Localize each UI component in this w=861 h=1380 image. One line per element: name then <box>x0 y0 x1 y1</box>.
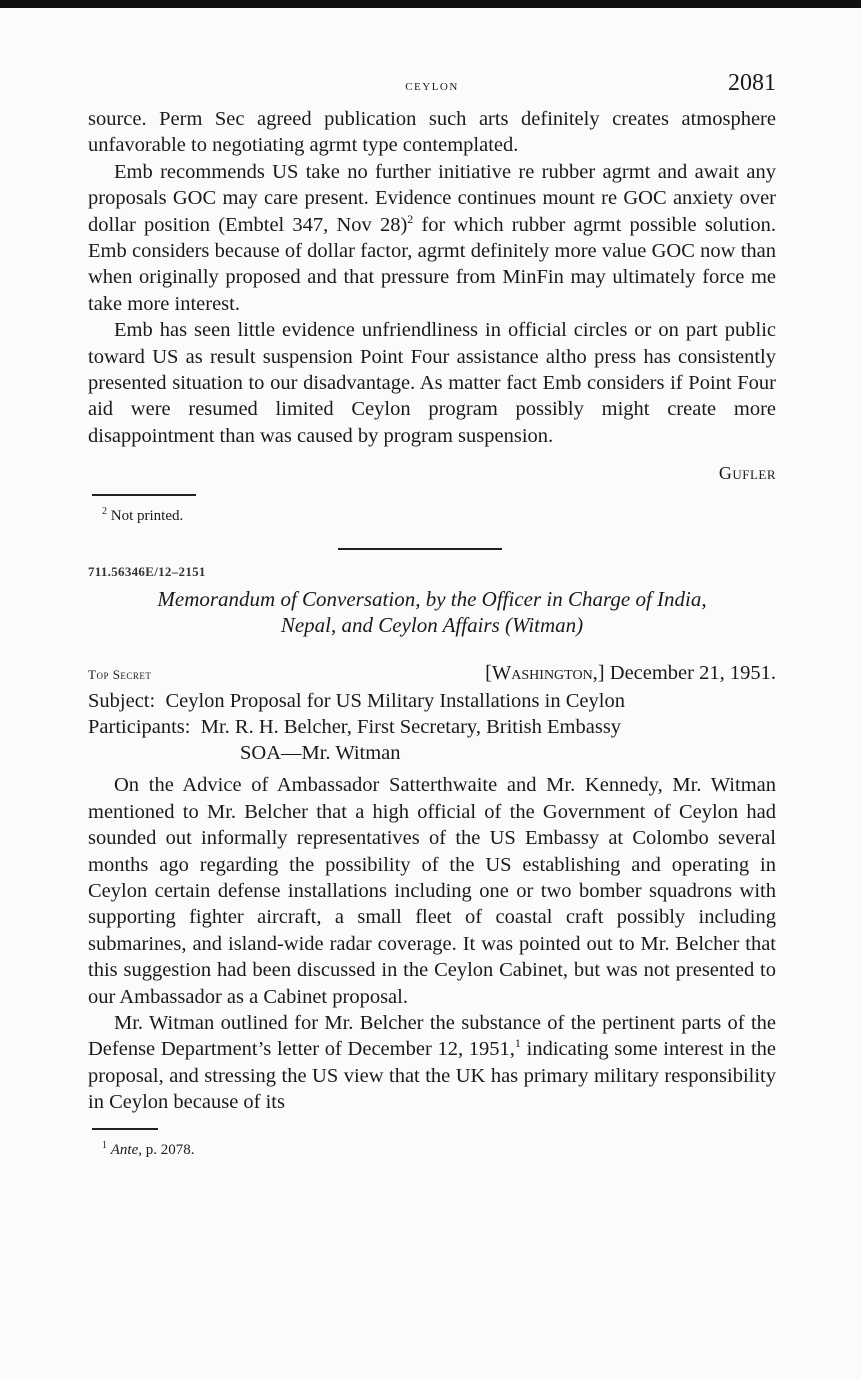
telegram-paragraph: Emb has seen little evidence unfriendliness in official circles or on part public toward US as result suspension Point Four assistance altho press has consistently presented situation to our disadvantage. As matter fact Emb considers if Point Four aid were resumed limited Ceylon program possibly might create more disappointment than was caused by program suspension. <box>88 319 776 447</box>
footnote-reference: 2 <box>407 211 414 226</box>
footnote-text: Not printed. <box>110 508 184 525</box>
participants-row <box>88 714 776 740</box>
footnote <box>102 1136 776 1160</box>
classification-label: Top Secret <box>88 667 152 683</box>
document-id: 711.56346E/12–2151 <box>88 564 206 580</box>
memo-paragraph <box>88 1010 776 1116</box>
footnote-italic-text: Ante, <box>110 1141 142 1158</box>
footnote-rule <box>92 1128 158 1130</box>
section-separator <box>338 548 502 550</box>
footnote-number: 2 <box>102 506 107 518</box>
footnote-reference: 1 <box>514 1036 521 1051</box>
place-date <box>485 660 776 686</box>
footnote-number: 1 <box>102 1139 107 1151</box>
telegram-paragraph-text: for which rubber agrmt possible solution. Emb considers because of dollar factor, agrmt definitely more value GOC now than when originally proposed and that pressure from MinFin may ultimately force me take more interest. <box>88 213 777 315</box>
memo-title-line: Nepal, and Ceylon Affairs (Witman) <box>280 613 584 638</box>
memo-paragraph-text: Mr. Witman outlined for Mr. Belcher the substance of the pertinent parts of the Defense Department’s letter of December 12, 1951, <box>88 1011 776 1061</box>
memo-paragraph-text: indicating some interest in the proposal, and stressing the US view that the UK has primary military responsibility in Ceylon because of its <box>88 1038 776 1114</box>
page-number: 2081 <box>728 70 776 96</box>
memo-title-line: Memorandum of Conversation, by the Officer in Charge of India, <box>157 587 707 612</box>
date: December 21, 1951. <box>609 662 776 685</box>
subject-row <box>88 688 776 714</box>
place: [Washington,] <box>485 662 605 685</box>
memo-paragraph: On the Advice of Ambassador Satterthwaite and Mr. Kennedy, Mr. Witman mentioned to Mr. Belcher that a high official of the Government of Ceylon had sounded out informally representatives of the US Embassy at Colombo several months ago regarding the possibility of the US establishing and operating in Ceylon certain defense installations including one or two bomber squadrons with supporting fighter aircraft, a small fleet of coastal craft possibly including submarines, and island-wide radar coverage. It was pointed out to Mr. Belcher that this suggestion had been discussed in the Ceylon Cabinet, but was not presented to our Ambassador as a Cabinet proposal. <box>88 774 776 1008</box>
document-page <box>88 66 776 1160</box>
signature: Gufler <box>718 463 776 484</box>
participant: SOA—Mr. Witman <box>240 742 401 765</box>
footnote <box>102 502 776 526</box>
memo-title <box>88 586 776 638</box>
telegram-paragraph <box>88 159 776 317</box>
footnote-text: p. 2078. <box>145 1141 195 1158</box>
running-head <box>88 66 776 106</box>
participant: Mr. R. H. Belcher, First Secretary, British Embassy <box>200 716 622 739</box>
running-title: ceylon <box>405 78 459 94</box>
subject-label: Subject: <box>88 690 156 713</box>
telegram-paragraph-text: Emb recommends US take no further initiative re rubber agrmt and await any proposals GOC may care present. Evidence continues mount re GOC anxiety over dollar position (Embtel 347, Nov 28) <box>88 160 776 236</box>
telegram-paragraph: source. Perm Sec agreed publication such arts definitely creates atmosphere unfavorable to negotiating agrmt type contemplated. <box>88 108 776 157</box>
classification-row <box>88 660 776 688</box>
participants-label: Participants: <box>88 716 191 739</box>
subject-text: Ceylon Proposal for US Military Installations in Ceylon <box>165 690 625 713</box>
top-edge-rule <box>0 0 861 8</box>
footnote-rule <box>92 494 196 496</box>
